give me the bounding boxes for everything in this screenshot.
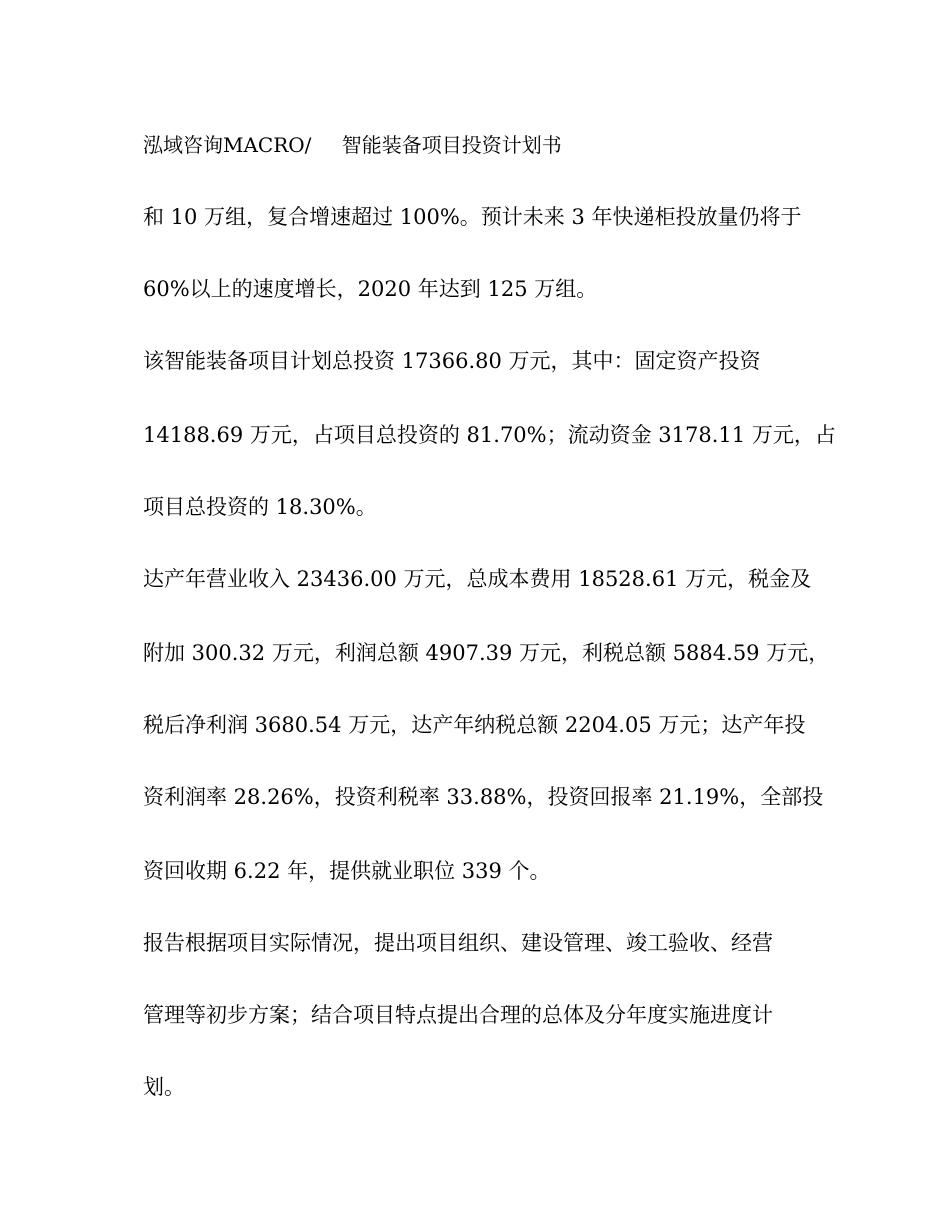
body-text-line: 资回收期 6.22 年，提供就业职位 339 个。 bbox=[143, 859, 551, 883]
body-text-line: 该智能装备项目计划总投资 17366.80 万元，其中：固定资产投资 bbox=[143, 349, 761, 373]
body-text-line: 项目总投资的 18.30%。 bbox=[143, 495, 377, 519]
page-header bbox=[143, 130, 562, 160]
body-text-line: 报告根据项目实际情况，提出项目组织、建设管理、竣工验收、经营 bbox=[143, 931, 773, 955]
header-company: 泓域咨询MACRO/ bbox=[143, 133, 312, 157]
body-text-line: 14188.69 万元，占项目总投资的 81.70%；流动资金 3178.11 万元，占 bbox=[143, 423, 836, 447]
body-text-line: 附加 300.32 万元，利润总额 4907.39 万元，利税总额 5884.59 万元， bbox=[143, 641, 830, 665]
body-text-line: 管理等初步方案；结合项目特点提出合理的总体及分年度实施进度计 bbox=[143, 1003, 773, 1027]
body-text-line: 达产年营业收入 23436.00 万元，总成本费用 18528.61 万元，税金及 bbox=[143, 567, 812, 591]
body-text-line: 和 10 万组，复合增速超过 100%。预计未来 3 年快递柜投放量仍将于 bbox=[143, 205, 802, 229]
body-text-line: 划。 bbox=[143, 1075, 185, 1099]
header-document-title: 智能装备项目投资计划书 bbox=[341, 133, 562, 157]
body-text-line: 资利润率 28.26%，投资利税率 33.88%，投资回报率 21.19%，全部投 bbox=[143, 785, 824, 809]
body-text-line: 税后净利润 3680.54 万元，达产年纳税总额 2204.05 万元；达产年投 bbox=[143, 713, 806, 737]
body-text-line: 60%以上的速度增长，2020 年达到 125 万组。 bbox=[143, 277, 598, 301]
